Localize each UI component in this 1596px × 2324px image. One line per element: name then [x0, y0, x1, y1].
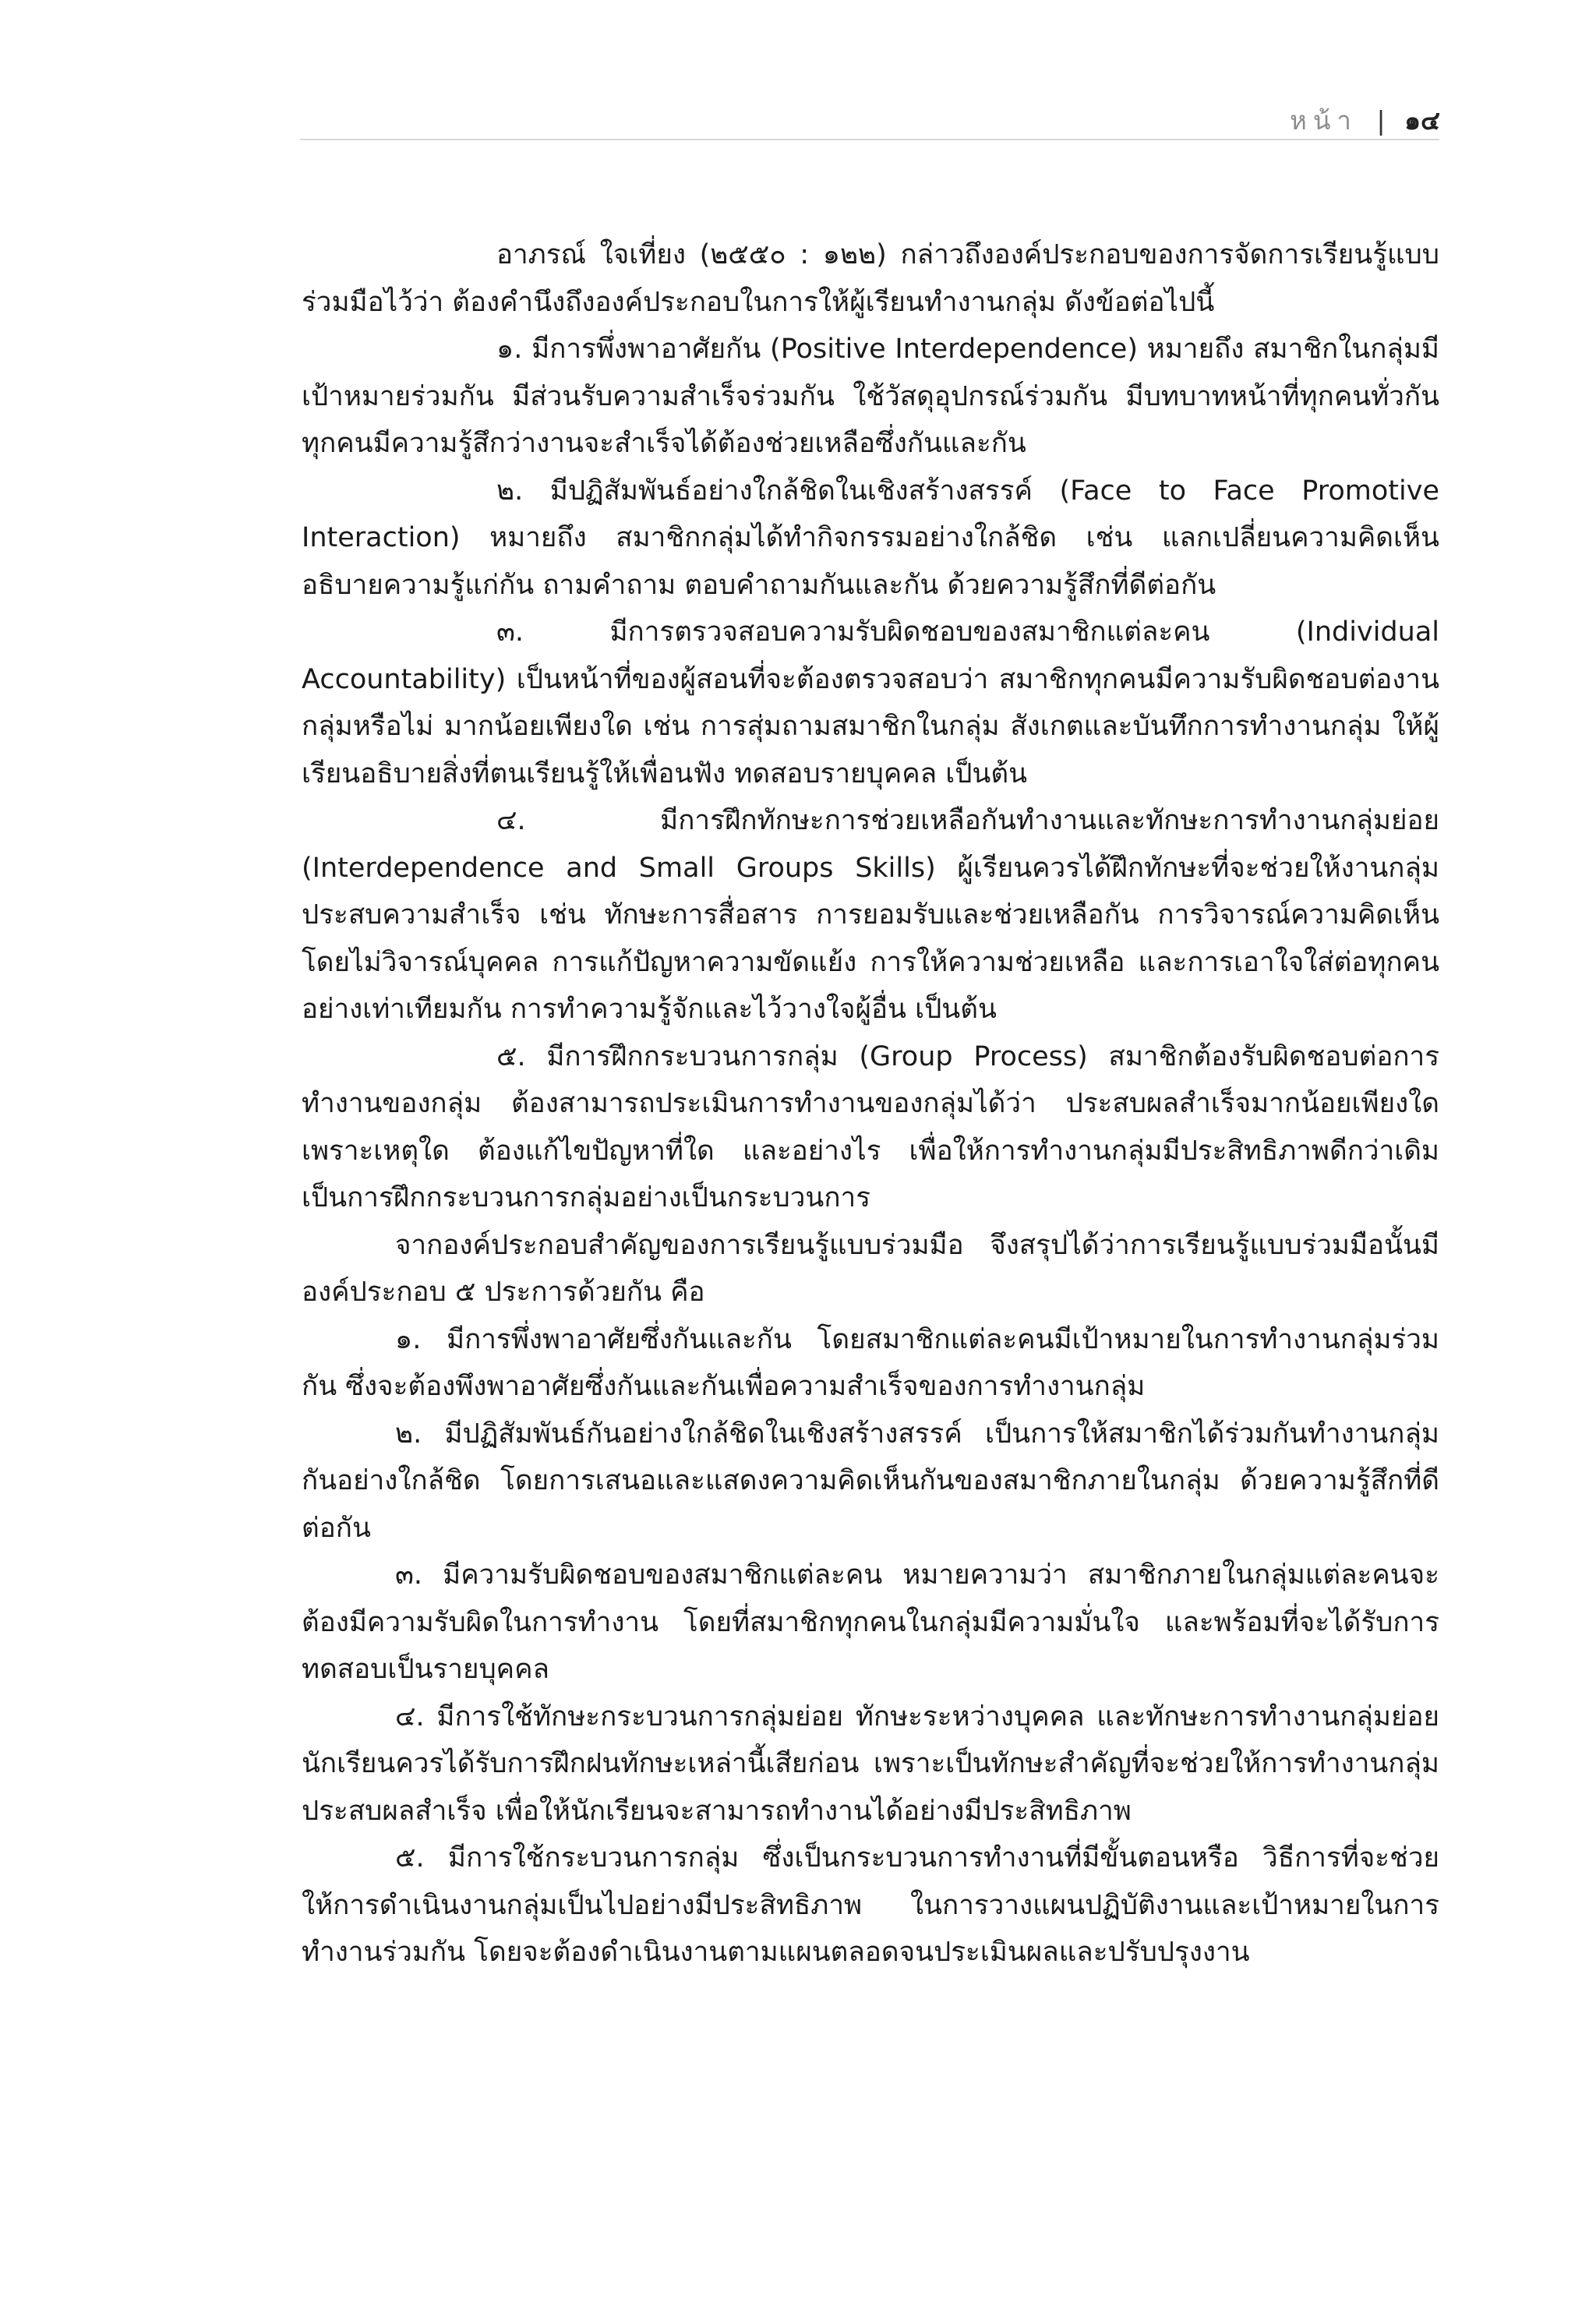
- paragraph-intro: อาภรณ์ ใจเที่ยง (๒๕๕๐ : ๑๒๒) กล่าวถึงองค์ประกอบของการจัดการเรียนรู้แบบร่วมมือไว้ว่า ต้องคำนึงถึงองค์ประกอบในการให้ผู้เรียนทำงานกลุ่ม ดังข้อต่อไปนี้: [302, 239, 1439, 318]
- header-separator: |: [1376, 105, 1386, 136]
- header-divider: [300, 139, 1439, 140]
- paragraph-summary-item-4: ๔. มีการใช้ทักษะกระบวนการกลุ่มย่อย ทักษะระหว่างบุคคล และทักษะการทำงานกลุ่มย่อย นักเรียนควรได้รับการฝึกฝนทักษะเหล่านี้เสียก่อน เพราะเป็นทักษะสำคัญที่จะช่วยให้การทำงานกลุ่มประสบผลสำเร็จ เพื่อให้นักเรียนจะสามารถทำงานได้อย่างมีประสิทธิภาพ: [302, 1701, 1439, 1827]
- paragraph-item-2: ๒. มีปฏิสัมพันธ์อย่างใกล้ชิดในเชิงสร้างสรรค์ (Face to Face Promotive Interaction) หมายถึง สมาชิกกลุ่มได้ทำกิจกรรมอย่างใกล้ชิด เช่น แลกเปลี่ยนความคิดเห็น อธิบายความรู้แก่กัน ถามคำถาม ตอบคำถามกันและกัน ด้วยความรู้สึกที่ดีต่อกัน: [302, 475, 1439, 601]
- paragraph-item-5: ๕. มีการฝึกกระบวนการกลุ่ม (Group Process) สมาชิกต้องรับผิดชอบต่อการทำงานของกลุ่ม ต้องสามารถประเมินการทำงานของกลุ่มได้ว่า ประสบผลสำเร็จมากน้อยเพียงใด เพราะเหตุใด ต้องแก้ไขปัญหาที่ใด และอย่างไร เพื่อให้การทำงานกลุ่มมีประสิทธิภาพดีกว่าเดิม เป็นการฝึกกระบวนการกลุ่มอย่างเป็นกระบวนการ: [302, 1040, 1439, 1213]
- page-number: ๑๔: [1404, 105, 1440, 136]
- paragraph-summary-item-2: ๒. มีปฏิสัมพันธ์กันอย่างใกล้ชิดในเชิงสร้างสรรค์ เป็นการให้สมาชิกได้ร่วมกันทำงานกลุ่มกันอย่างใกล้ชิด โดยการเสนอและแสดงความคิดเห็นกันของสมาชิกภายในกลุ่ม ด้วยความรู้สึกที่ดีต่อกัน: [302, 1418, 1439, 1544]
- paragraph-summary-item-3: ๓. มีความรับผิดชอบของสมาชิกแต่ละคน หมายความว่า สมาชิกภายในกลุ่มแต่ละคนจะต้องมีความรับผิดในการทำงาน โดยที่สมาชิกทุกคนในกลุ่มมีความมั่นใจ และพร้อมที่จะได้รับการทดสอบเป็นรายบุคคล: [302, 1559, 1439, 1685]
- paragraph-item-3: ๓. มีการตรวจสอบความรับผิดชอบของสมาชิกแต่ละคน (Individual Accountability) เป็นหน้าที่ของผู้สอนที่จะต้องตรวจสอบว่า สมาชิกทุกคนมีความรับผิดชอบต่องานกลุ่มหรือไม่ มากน้อยเพียงใด เช่น การสุ่มถามสมาชิกในกลุ่ม สังเกตและบันทึกการทำงานกลุ่ม ให้ผู้เรียนอธิบายสิ่งที่ตนเรียนรู้ให้เพื่อนฟัง ทดสอบรายบุคคล เป็นต้น: [302, 616, 1439, 789]
- paragraph-item-4: ๔. มีการฝึกทักษะการช่วยเหลือกันทำงานและทักษะการทำงานกลุ่มย่อย (Interdependence and Small Groups Skills) ผู้เรียนควรได้ฝึกทักษะที่จะช่วยให้งานกลุ่มประสบความสำเร็จ เช่น ทักษะการสื่อสาร การยอมรับและช่วยเหลือกัน การวิจารณ์ความคิดเห็นโดยไม่วิจารณ์บุคคล การแก้ปัญหาความขัดแย้ง การให้ความช่วยเหลือ และการเอาใจใส่ต่อทุกคนอย่างเท่าเทียมกัน การทำความรู้จักและไว้วางใจผู้อื่น เป็นต้น: [302, 805, 1439, 1025]
- paragraph-summary: จากองค์ประกอบสำคัญของการเรียนรู้แบบร่วมมือ จึงสรุปได้ว่าการเรียนรู้แบบร่วมมือนั้นมีองค์ประกอบ ๕ ประการด้วยกัน คือ: [302, 1229, 1439, 1308]
- paragraph-summary-item-5: ๕. มีการใช้กระบวนการกลุ่ม ซึ่งเป็นกระบวนการทำงานที่มีขั้นตอนหรือ วิธีการที่จะช่วยให้การดำเนินงานกลุ่มเป็นไปอย่างมีประสิทธิภาพ ในการวางแผนปฏิบัติงานและเป้าหมายในการทำงานร่วมกัน โดยจะต้องดำเนินงานตามแผนตลอดจนประเมินผลและปรับปรุงงาน: [302, 1842, 1439, 1968]
- paragraph-summary-item-1: ๑. มีการพึ่งพาอาศัยซึ่งกันและกัน โดยสมาชิกแต่ละคนมีเป้าหมายในการทำงานกลุ่มร่วมกัน ซึ่งจะต้องพึงพาอาศัยซึ่งกันและกันเพื่อความสำเร็จของการทำงานกลุ่ม: [302, 1323, 1439, 1402]
- page-header: [1290, 100, 1440, 141]
- page-label: หน้า: [1290, 105, 1358, 136]
- paragraph-item-1: ๑. มีการพึ่งพาอาศัยกัน (Positive Interdependence) หมายถึง สมาชิกในกลุ่มมีเป้าหมายร่วมกัน มีส่วนรับความสำเร็จร่วมกัน ใช้วัสดุอุปกรณ์ร่วมกัน มีบทบาทหน้าที่ทุกคนทั่วกัน ทุกคนมีความรู้สึกว่างานจะสำเร็จได้ต้องช่วยเหลือซึ่งกันและกัน: [302, 334, 1439, 459]
- document-body: [302, 231, 1439, 1976]
